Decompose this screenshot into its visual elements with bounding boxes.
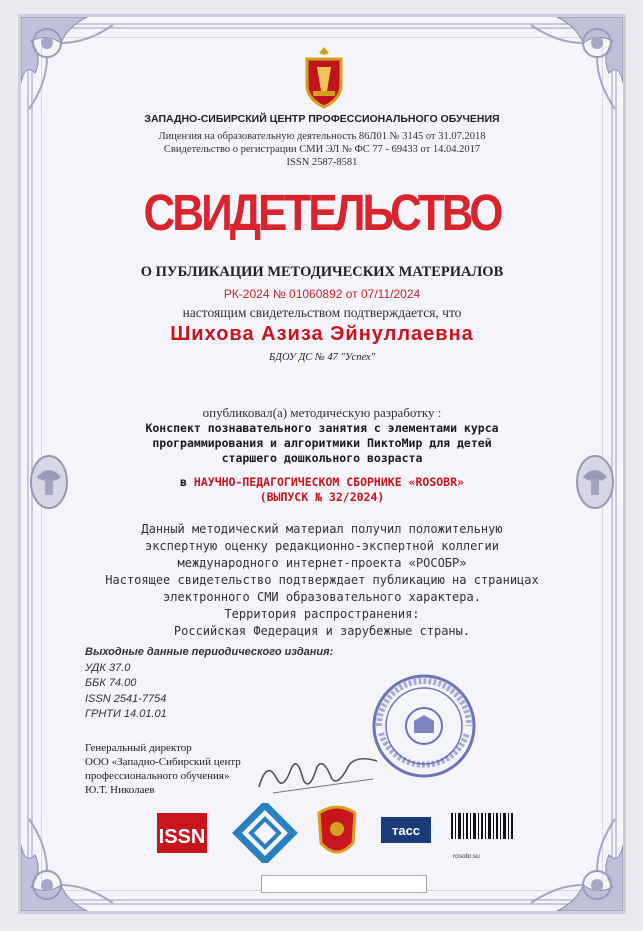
- work-title-line: программирования и алгоритмики ПиктоМир для детей: [152, 436, 492, 450]
- verification-box: [261, 875, 427, 893]
- description-line: Российская Федерация и зарубежные страны.: [173, 624, 471, 638]
- work-title-line: старшего дошкольного возраста: [221, 451, 423, 465]
- bbk: ББК 74.00: [85, 677, 137, 689]
- issn-logo-text: ISSN: [158, 826, 206, 848]
- license-info: [21, 130, 623, 169]
- collection-name: НАУЧНО-ПЕДАГОГИЧЕСКОМ СБОРНИКЕ «ROSOBR»: [193, 475, 464, 489]
- round-stamp-icon: [369, 671, 479, 781]
- output-heading: Выходные данные периодического издания:: [85, 646, 334, 658]
- center-logo-icon: [301, 45, 347, 109]
- corner-ornament-icon: [18, 14, 127, 123]
- license-text: Лицензия на образовательную деятельность 86Л01 № 3145 от 31.07.2018: [158, 131, 486, 142]
- description: [21, 521, 623, 640]
- published-text: опубликовал(а) методическую разработку :: [202, 405, 442, 420]
- organization-name: ЗАПАДНО-СИБИРСКИЙ ЦЕНТР ПРОФЕССИОНАЛЬНОГО ОБУЧЕНИЯ: [144, 113, 500, 125]
- director-org: ООО «Западно-Сибирский центр: [85, 756, 241, 768]
- recipient-name: Шихова Азиза Эйнуллаевна: [170, 323, 474, 345]
- in-prefix: в: [180, 475, 187, 489]
- issue-number: (ВЫПУСК № 32/2024): [259, 490, 385, 504]
- description-line: электронного СМИ образовательного характера.: [163, 590, 481, 604]
- coat-of-arms-icon: [319, 807, 355, 852]
- corner-ornament-icon: [517, 14, 626, 123]
- barcode-caption: rosobr.su: [453, 853, 480, 860]
- footer-logos: [157, 803, 597, 863]
- issn-output: ISSN 2541-7754: [85, 692, 167, 705]
- certificate-title: СВИДЕТЕЛЬСТВО: [143, 185, 501, 242]
- description-line: международного интернет-проекта «РОСОБР»: [177, 556, 467, 570]
- description-line: Настоящее свидетельство подтверждает публикацию на страницах: [105, 573, 539, 587]
- header-issn: ISSN 2587-8581: [286, 157, 358, 168]
- corner-ornament-icon: [18, 805, 127, 914]
- description-line: экспертную оценку редакционно-экспертной коллегии: [144, 539, 499, 553]
- work-title-line: Конспект познавательного занятия с элементами курса: [145, 421, 499, 435]
- confirm-text: настоящим свидетельством подтверждается, что: [182, 305, 462, 320]
- description-line: Территория распространения:: [224, 607, 420, 621]
- certificate-subtitle: О ПУБЛИКАЦИИ МЕТОДИЧЕСКИХ МАТЕРИАЛОВ: [140, 264, 504, 280]
- grnti: ГРНТИ 14.01.01: [85, 708, 167, 720]
- udk: УДК 37.0: [85, 661, 131, 674]
- barcode-icon: [451, 813, 513, 839]
- director-block: [85, 741, 241, 797]
- output-data: [85, 645, 333, 723]
- registration-number: РК-2024 № 01060892 от 07/11/2024: [223, 287, 421, 301]
- description-line: Данный методический материал получил положительную: [141, 522, 503, 536]
- tass-logo-icon: [381, 817, 431, 843]
- work-title: [21, 421, 623, 466]
- certificate-sheet: [18, 14, 626, 914]
- tass-logo-text: тасс: [391, 823, 421, 838]
- rkn-logo-icon: [237, 805, 293, 861]
- collection-info: [21, 475, 623, 505]
- director-name: Ю.Т. Николаев: [85, 784, 155, 796]
- institution: БДОУ ДС № 47 "Успех": [268, 352, 376, 363]
- director-org: профессионального обучения»: [85, 770, 230, 782]
- director-title: Генеральный директор: [85, 742, 192, 754]
- signature-icon: [253, 749, 383, 799]
- issn-logo-icon: [157, 813, 207, 853]
- registration-text: Свидетельство о регистрации СМИ ЭЛ № ФС 77 - 69433 от 14.04.2017: [163, 144, 481, 155]
